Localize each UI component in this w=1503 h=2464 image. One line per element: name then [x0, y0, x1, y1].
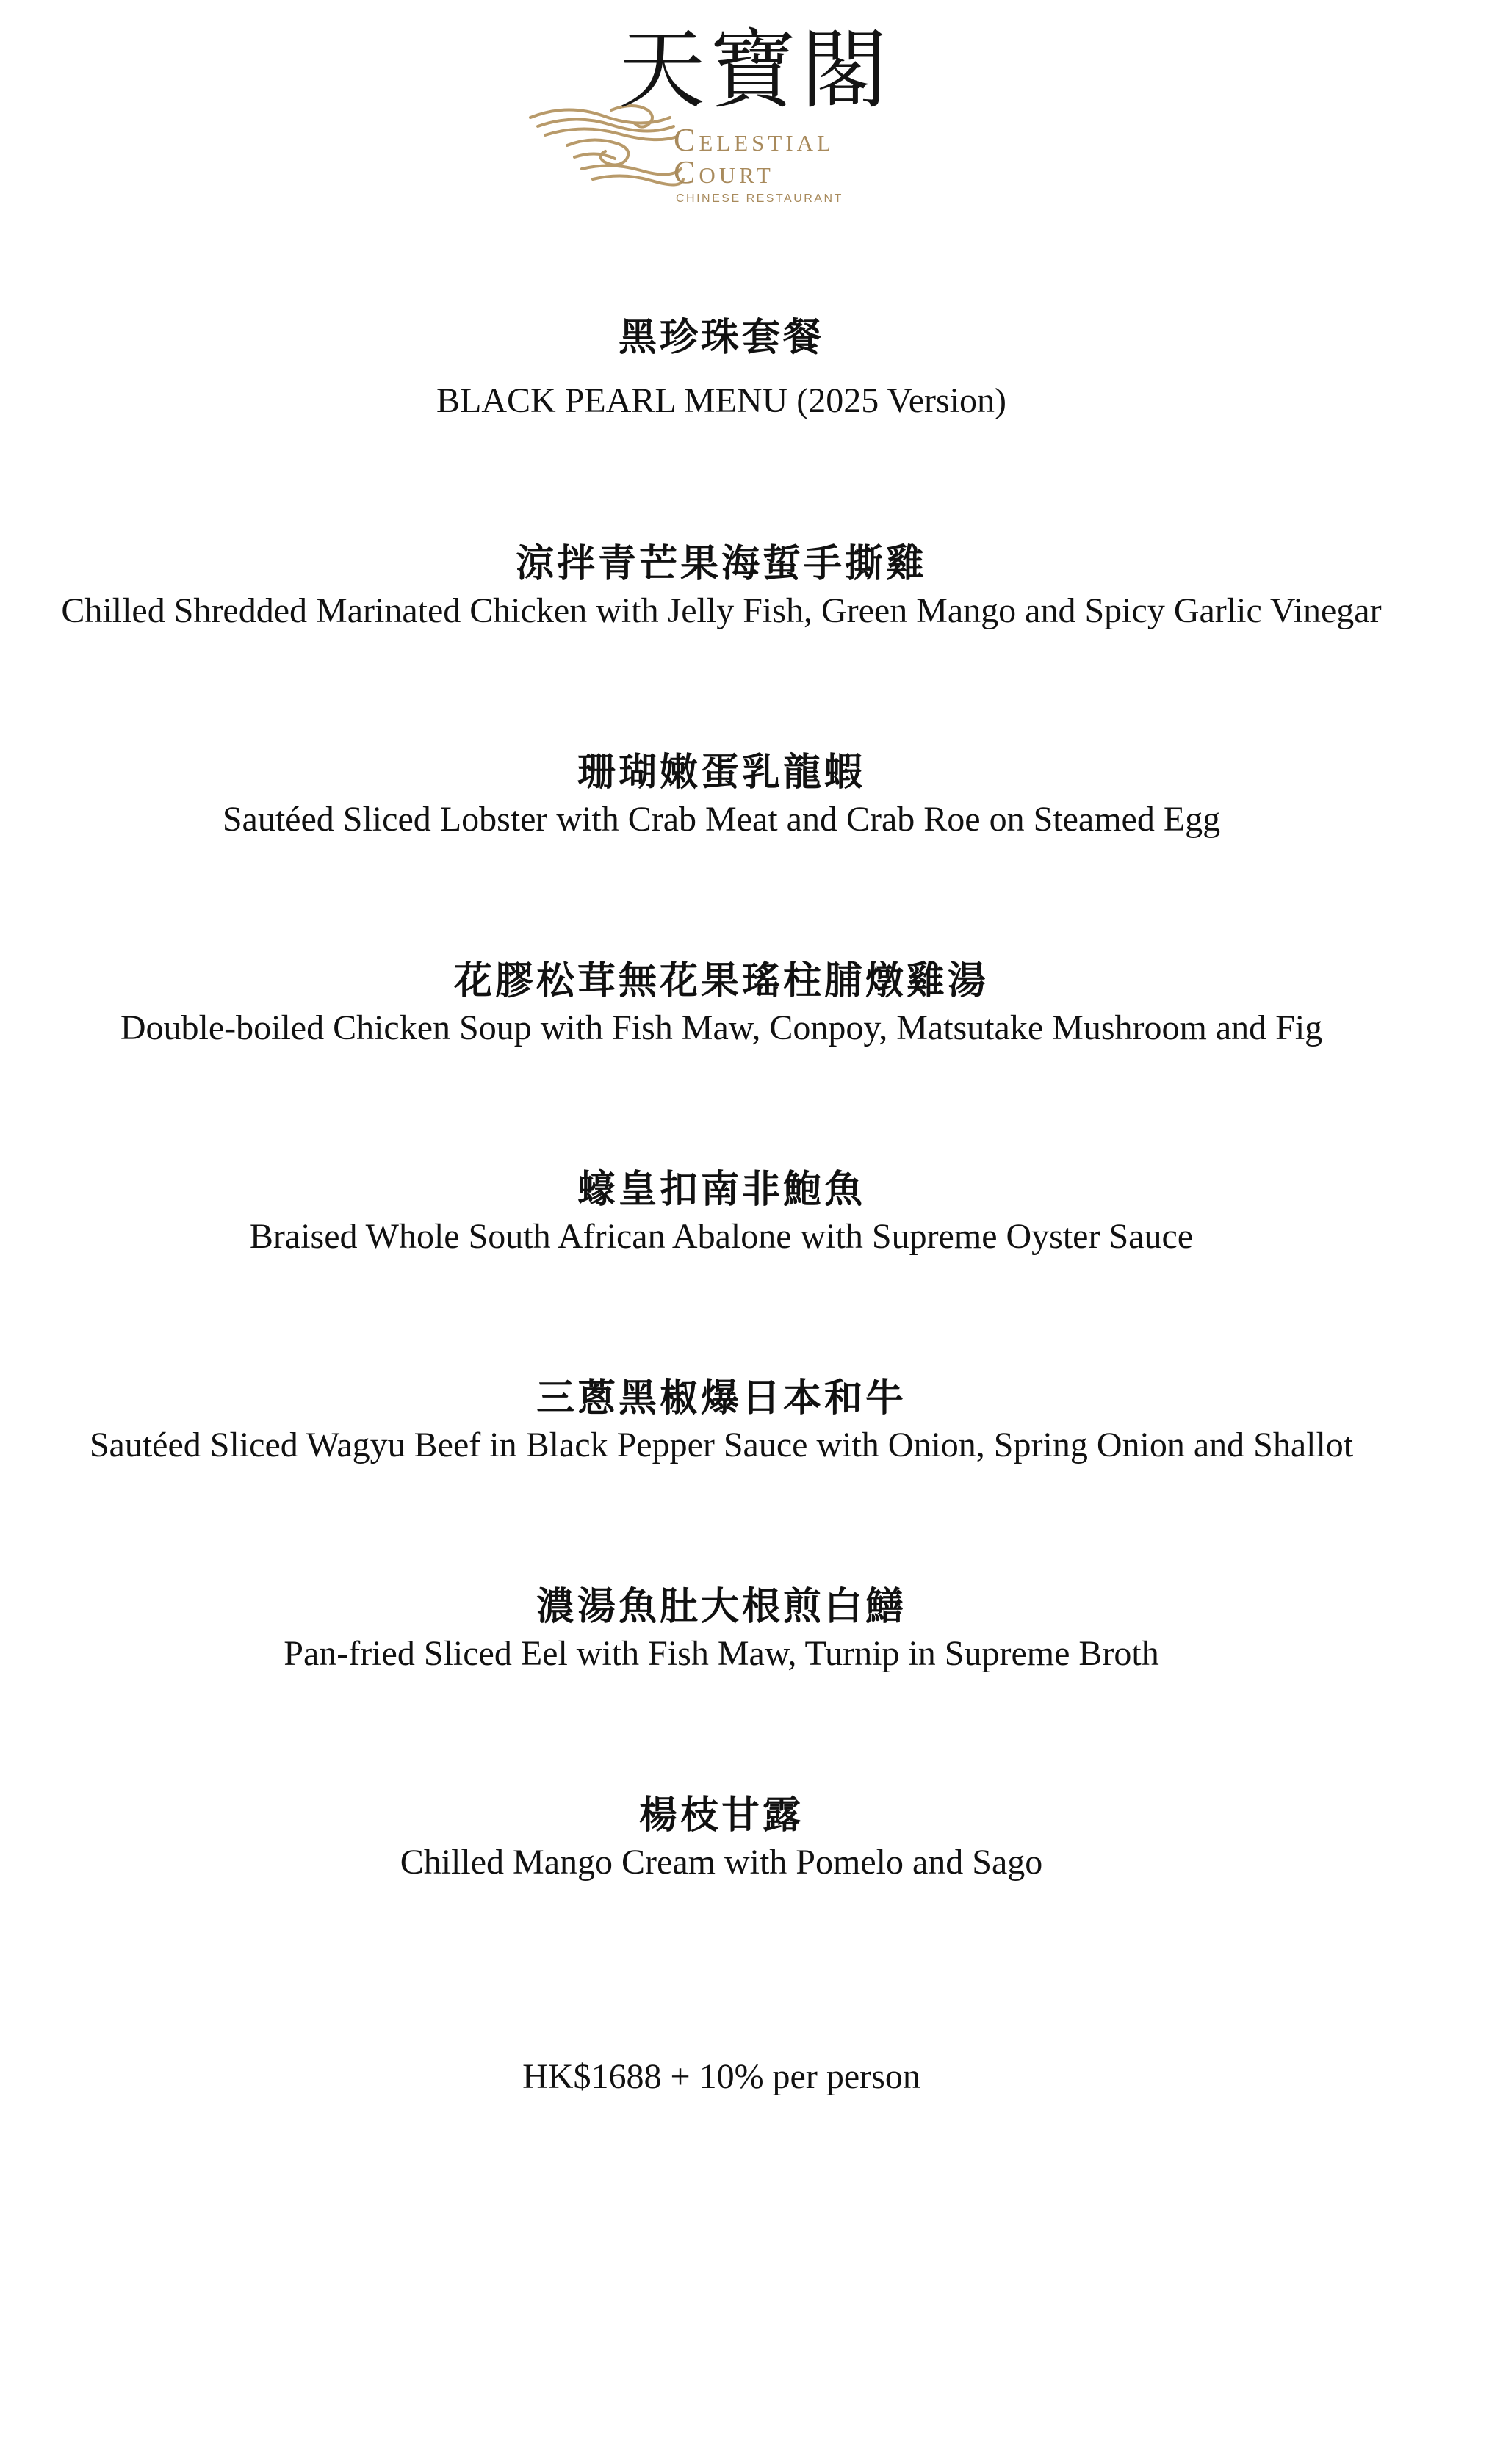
course-name-english: Pan-fried Sliced Eel with Fish Maw, Turnip in Supreme Broth [284, 1634, 1159, 1673]
menu-course [0, 959, 1443, 1049]
course-name-chinese: 三蔥黑椒爆日本和牛 [536, 1376, 907, 1420]
course-name-english: Sautéed Sliced Lobster with Crab Meat and Crab Roe on Steamed Egg [222, 800, 1221, 839]
menu-course [0, 1793, 1443, 1883]
course-name-english: Braised Whole South African Abalone with Supreme Oyster Sauce [249, 1217, 1194, 1256]
menu-price: HK$1688 + 10% per person [522, 2057, 920, 2096]
menu-course [0, 1585, 1443, 1674]
course-name-chinese: 珊瑚嫩蛋乳龍蝦 [577, 750, 865, 795]
logo-chinese-name: 天寶閣 [619, 19, 893, 120]
course-name-chinese: 濃湯魚肚大根煎白鱔 [536, 1584, 907, 1629]
menu-course [0, 1168, 1443, 1257]
logo-english-name-line2: Court [674, 154, 774, 190]
course-name-english: Double-boiled Chicken Soup with Fish Maw, Conpoy, Matsutake Mushroom and Fig [120, 1008, 1323, 1047]
course-name-chinese: 花膠松茸無花果瑤柱脯燉雞湯 [453, 958, 989, 1003]
course-name-english: Chilled Mango Cream with Pomelo and Sago [400, 1843, 1043, 1882]
menu-title-chinese: 黑珍珠套餐 [618, 315, 824, 360]
course-name-english: Sautéed Sliced Wagyu Beef in Black Pepper Sauce with Onion, Spring Onion and Shallot [89, 1426, 1354, 1464]
restaurant-logo [523, 19, 893, 206]
logo-tagline: CHINESE RESTAURANT [676, 192, 843, 205]
menu-course [0, 751, 1443, 840]
logo-english-name-line1: Celestial [674, 122, 835, 158]
menu-course [0, 1376, 1443, 1466]
course-name-chinese: 涼拌青芒果海蜇手撕雞 [515, 541, 927, 586]
course-name-chinese: 蠔皇扣南非鮑魚 [577, 1167, 865, 1212]
menu-title-english: BLACK PEARL MENU (2025 Version) [436, 381, 1006, 420]
menu-course [0, 542, 1443, 632]
course-name-chinese: 楊枝甘露 [638, 1793, 804, 1838]
course-name-english: Chilled Shredded Marinated Chicken with Jelly Fish, Green Mango and Spicy Garlic Vinegar [61, 591, 1382, 630]
